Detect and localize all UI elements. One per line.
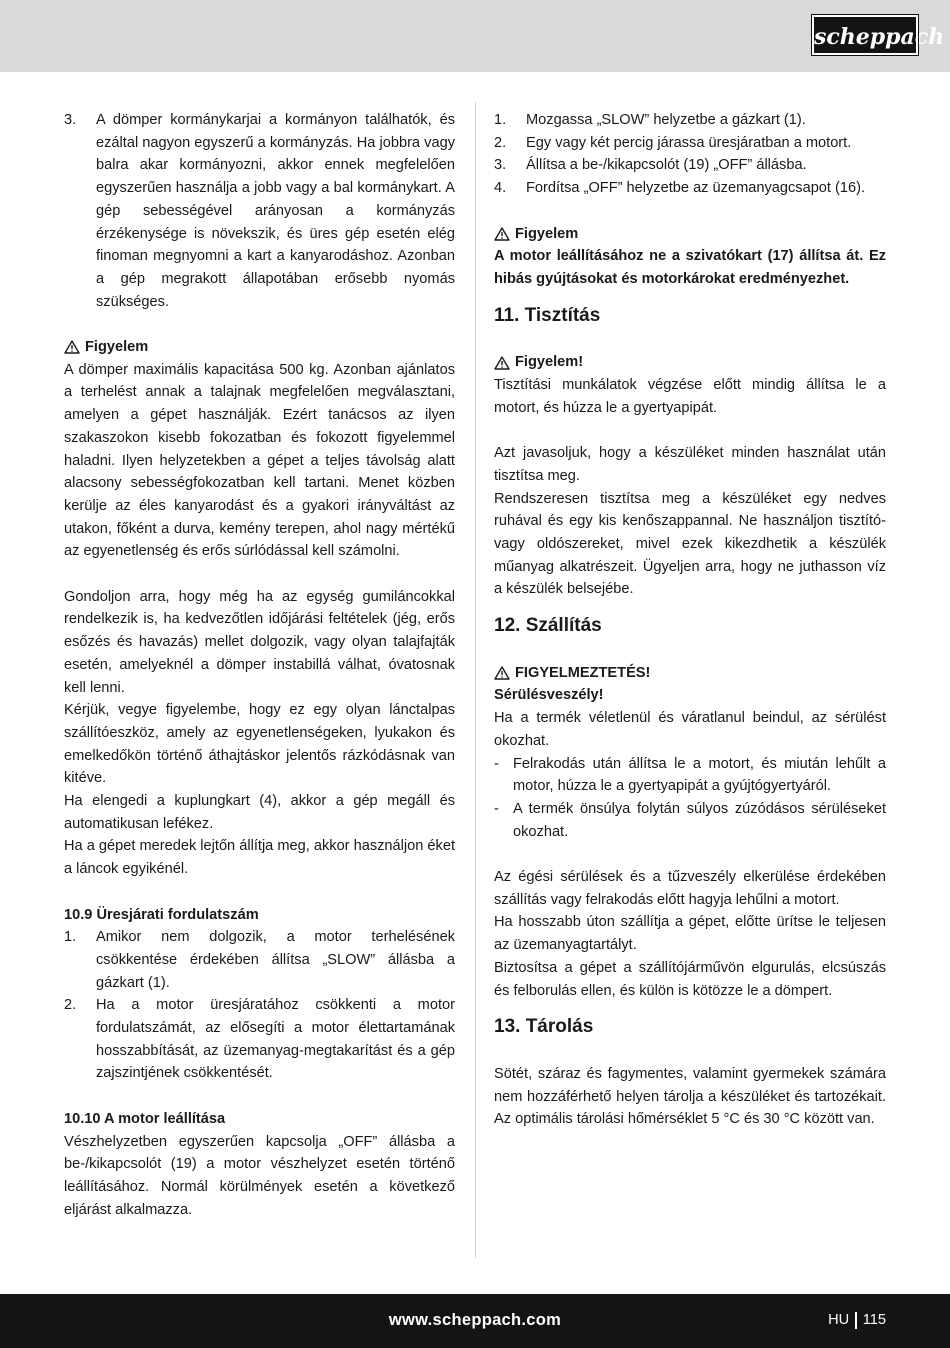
list-number: 3. <box>64 112 77 128</box>
paragraph: Ha elengedi a kuplungkart (4), akkor a gép megáll és automatikusan lefékez. <box>64 793 455 832</box>
section-title: 12. Szállítás <box>494 615 602 637</box>
paragraph: Az égési sérülések és a tűzveszély elkerülése érdekében szállítás vagy felrakodás előtt hagyja lehűlni a motort. <box>494 869 886 908</box>
attention-label: Figyelem <box>515 225 579 242</box>
list-number: 4. <box>494 180 507 197</box>
warning-icon <box>494 227 510 241</box>
list-item <box>64 109 455 313</box>
attention-label: Figyelem <box>85 339 149 356</box>
list-item <box>64 926 455 994</box>
paragraph: Azt javasoljuk, hogy a készüléket minden használat után tisztítsa meg. <box>494 445 886 484</box>
separator <box>855 1312 857 1329</box>
footer-band <box>0 1294 950 1348</box>
bullet-text: A termék önsúlya folytán súlyos zúzódásos sérüléseket okozhat. <box>513 800 886 840</box>
list-text: Ha a motor üresjáratához csökkenti a motor fordulatszámát, az elősegíti a motor élettartamának hosszabbítását, az üzemanyag-megtakarítást és a gép zajszintjének csökkentését. <box>96 997 455 1082</box>
page-number: 115 <box>862 1312 886 1328</box>
paragraph: Biztosítsa a gépet a szállítójárművön elgurulás, elcsúszás és felborulás ellen, és külön is kötözze le a dömpert. <box>494 959 886 999</box>
list-number: 2. <box>494 134 507 151</box>
paragraph: Sötét, száraz és fagymentes, valamint gyermekek számára nem hozzáférhető helyen tárolja a készüléket és tartozékait. Az optimális tárolási hőmérséklet 5 °C és 30 °C között van. <box>494 1065 886 1128</box>
paragraph: Gondoljon arra, hogy még ha az egység gumiláncokkal rendelkezik is, ha kedvezőtlen időjárási feltételek (jég, erős esőzés és havazás) mellet dolgozik, vagy olyan talajfajták esetén, amelyeknél a dömper instabillá válhat, óvatosnak kell lenni. <box>64 588 455 696</box>
list-item <box>64 994 455 1085</box>
attention-label: Figyelem! <box>515 354 584 371</box>
list-text: A dömper kormánykarjai a kormányon találhatók, és ezáltal nagyon egyszerű a kormányzás. Ha jobbra vagy balra akar kormányozni, akkor ennek megfelelően egyszerűen használja a jobb vagy a bal kormánykart. A gép sebességével arányosan a kormányzás érzékenysége is növekszik, és üres gép esetén elég finoman megnyomni a kart a kanyarodáshoz. Azonban a gép megrakott állapotában erősebb nyomás szükséges. <box>96 112 455 310</box>
warning-label: FIGYELMEZTETÉS! <box>515 664 651 681</box>
attention-text: Tisztítási munkálatok végzése előtt mindig állítsa le a motort, és húzza le a gyertyapipát. <box>494 377 886 416</box>
attention-heading <box>494 223 886 246</box>
attention-text: A motor leállításához ne a szivatókart (17) állítsa át. Ez hibás gyújtásokat és motorkárokat eredményezhet. <box>494 248 886 287</box>
right-column <box>494 109 886 1131</box>
warning-icon <box>494 356 510 370</box>
bullet-item <box>494 753 886 798</box>
list-number: 1. <box>64 929 77 946</box>
left-column <box>64 109 455 1221</box>
section-title: 13. Tárolás <box>494 1016 594 1038</box>
paragraph: Ha hosszabb úton szállítja a gépet, előtte ürítse le teljesen az üzemanyagtartályt. <box>494 914 886 954</box>
subsection-title: 10.9 Üresjárati fordulatszám <box>64 906 259 923</box>
list-item <box>494 154 886 177</box>
list-text: Mozgassa „SLOW” helyzetbe a gázkart (1). <box>526 112 806 128</box>
attention-text: A dömper maximális kapacitása 500 kg. Azonban ajánlatos a terhelést annak a talajnak megfelelően megválasztani, amelyen a gépet használják. Ezért tanácsos az ilyen szakaszokon kisebb fokozatban és fokozott figyelemmel haladni. Ilyen helyzetekben a gépet a teljes távolság alatt alacsony sebességfokozatban kell tartani. Menet közben kerülje az éles kanyarodást és a gyakori irányváltást az utakon, főként a durva, kemény terepen, ahol nagy mértékű az egyenetlenség és erős súrlódással kell számolni. <box>64 361 455 560</box>
list-item <box>494 109 886 132</box>
bullet-mark: - <box>494 755 499 772</box>
warning-icon <box>64 340 80 354</box>
header-band <box>0 0 950 72</box>
bullet-item <box>494 798 886 843</box>
subsection-title: 10.10 A motor leállítása <box>64 1110 226 1127</box>
website-link[interactable]: www.scheppach.com <box>388 1311 562 1329</box>
list-text: Fordítsa „OFF” helyzetbe az üzemanyagcsapot (16). <box>526 180 866 197</box>
paragraph: Ha a gépet meredek lejtőn állítja meg, akkor használjon éket a láncok egyikénél. <box>64 838 456 878</box>
bullet-mark: - <box>494 800 499 817</box>
list-text: Állítsa a be-/kikapcsolót (19) „OFF” állásba. <box>526 157 807 174</box>
paragraph: Vészhelyzetben egyszerűen kapcsolja „OFF” állásba a be-/kikapcsolót (19) a motor vészhelyzet esetén történő leállításához. Normál körülmények esetén a következő eljárást alkalmazza. <box>64 1133 455 1218</box>
attention-heading <box>64 336 455 359</box>
bullet-text: Felrakodás után állítsa le a motort, és miután lehűlt a motor, húzza le a gyertyapipát a gyújtógyertyáról. <box>513 755 886 795</box>
list-text: Egy vagy két percig járassa üresjáratban a motort. <box>526 134 852 151</box>
section-title: 11. Tisztítás <box>494 304 601 326</box>
column-divider <box>475 102 476 1258</box>
attention-heading <box>494 351 886 374</box>
list-item <box>494 132 886 155</box>
list-text: Amikor nem dolgozik, a motor terhelésének csökkentése érdekében állítsa „SLOW” állásba a gázkart (1). <box>96 929 455 991</box>
list-item <box>494 177 886 200</box>
list-number: 2. <box>64 997 77 1014</box>
paragraph: Ha a termék véletlenül és váratlanul beindul, az sérülést okozhat. <box>494 710 886 749</box>
warning-icon <box>494 666 510 680</box>
language-code: HU <box>828 1312 850 1328</box>
brand-logo: scheppach <box>812 15 918 55</box>
list-number: 3. <box>494 157 507 174</box>
list-number: 1. <box>494 112 507 128</box>
page-number-block <box>828 1308 886 1332</box>
paragraph: Kérjük, vegye figyelembe, hogy ez egy olyan lánctalpas szállítóeszköz, amely az egyenetlenségeken, lyukakon és emelkedőkön történő áthajtáskor jelentős rázkódásnak van kitéve. <box>64 702 455 787</box>
injury-label: Sérülésveszély! <box>494 687 604 704</box>
paragraph: Rendszeresen tisztítsa meg a készüléket egy nedves ruhával és egy kis kenőszappannal. Ne használjon tisztító- vagy oldószereket, mivel ezek kikezdhetik a készülék műanyag alkatrészeit. Ügyeljen arra, hogy ne juthasson víz a készülék belsejébe. <box>494 490 886 598</box>
warning-heading <box>494 662 886 685</box>
